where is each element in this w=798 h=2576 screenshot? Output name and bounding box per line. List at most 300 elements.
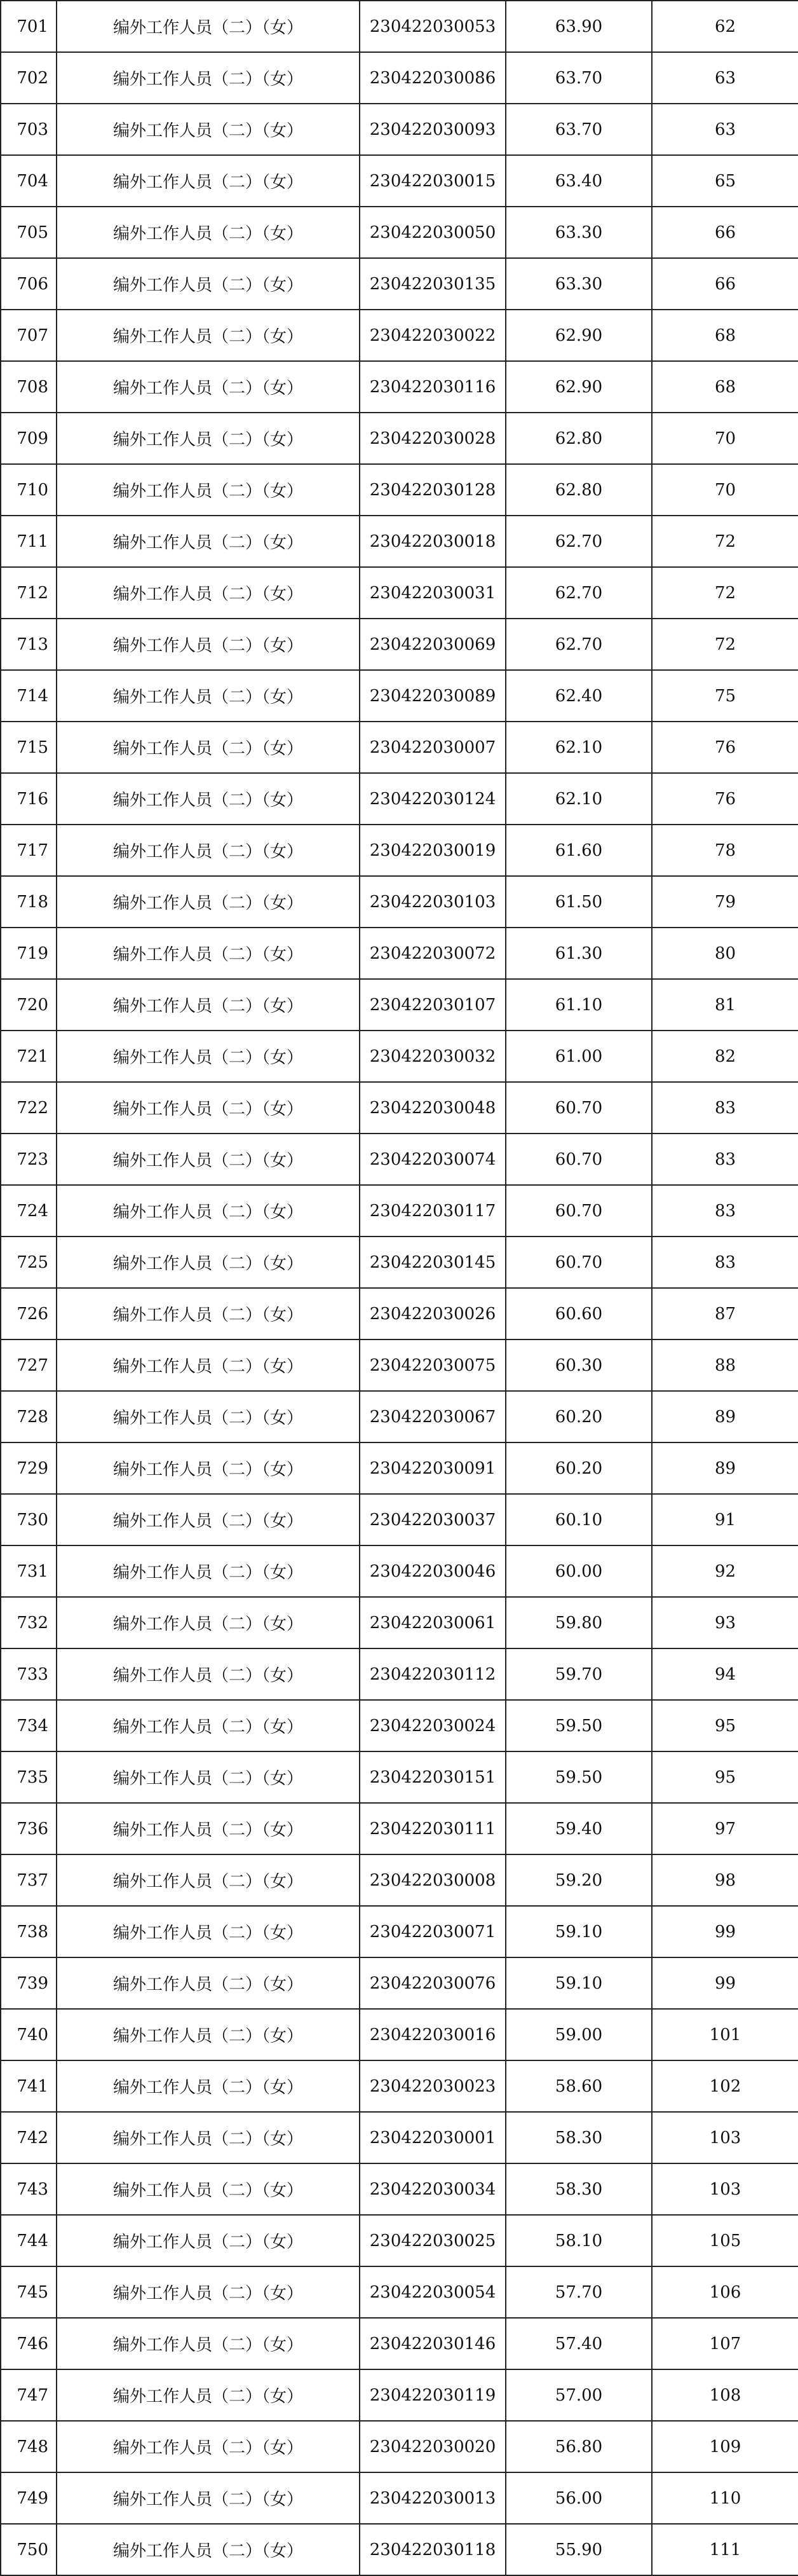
table-row <box>1 1494 798 1545</box>
rank-cell: 99 <box>652 1906 798 1957</box>
rank-cell: 65 <box>652 155 798 207</box>
rank-cell: 79 <box>652 876 798 928</box>
rank-cell: 102 <box>652 2060 798 2112</box>
score-cell: 57.40 <box>506 2318 652 2369</box>
score-cell: 58.60 <box>506 2060 652 2112</box>
rank-cell: 82 <box>652 1031 798 1082</box>
score-cell: 61.10 <box>506 979 652 1031</box>
rank-cell: 63 <box>652 52 798 104</box>
seq-cell: 725 <box>1 1237 57 1288</box>
exam-number-cell: 230422030076 <box>360 1957 506 2009</box>
position-cell: 编外工作人员（二）（女） <box>57 567 360 619</box>
rank-cell: 76 <box>652 722 798 773</box>
score-cell: 61.00 <box>506 1031 652 1082</box>
position-cell: 编外工作人员（二）（女） <box>57 2112 360 2163</box>
seq-cell: 735 <box>1 1751 57 1803</box>
seq-cell: 736 <box>1 1803 57 1854</box>
score-cell: 58.30 <box>506 2163 652 2215</box>
position-cell: 编外工作人员（二）（女） <box>57 2266 360 2318</box>
position-cell: 编外工作人员（二）（女） <box>57 464 360 516</box>
exam-number-cell: 230422030074 <box>360 1134 506 1185</box>
score-cell: 57.70 <box>506 2266 652 2318</box>
rank-cell: 91 <box>652 1494 798 1545</box>
seq-cell: 750 <box>1 2524 57 2575</box>
score-cell: 63.30 <box>506 258 652 310</box>
position-cell: 编外工作人员（二）（女） <box>57 1957 360 2009</box>
seq-cell: 731 <box>1 1545 57 1597</box>
rank-cell: 97 <box>652 1803 798 1854</box>
table-row <box>1 619 798 670</box>
score-cell: 59.50 <box>506 1751 652 1803</box>
rank-cell: 66 <box>652 207 798 258</box>
seq-cell: 743 <box>1 2163 57 2215</box>
rank-cell: 83 <box>652 1134 798 1185</box>
position-cell: 编外工作人员（二）（女） <box>57 310 360 361</box>
rank-cell: 76 <box>652 773 798 825</box>
rank-cell: 72 <box>652 619 798 670</box>
exam-number-cell: 230422030050 <box>360 207 506 258</box>
seq-cell: 707 <box>1 310 57 361</box>
score-cell: 60.70 <box>506 1134 652 1185</box>
score-cell: 63.30 <box>506 207 652 258</box>
seq-cell: 724 <box>1 1185 57 1237</box>
exam-number-cell: 230422030016 <box>360 2009 506 2060</box>
exam-number-cell: 230422030091 <box>360 1442 506 1494</box>
score-cell: 62.10 <box>506 773 652 825</box>
position-cell: 编外工作人员（二）（女） <box>57 876 360 928</box>
table-row <box>1 258 798 310</box>
position-cell: 编外工作人员（二）（女） <box>57 722 360 773</box>
table-row <box>1 2112 798 2163</box>
exam-number-cell: 230422030116 <box>360 361 506 413</box>
rank-cell: 110 <box>652 2472 798 2524</box>
table-row <box>1 361 798 413</box>
score-cell: 57.00 <box>506 2369 652 2421</box>
score-cell: 63.90 <box>506 1 652 52</box>
position-cell: 编外工作人员（二）（女） <box>57 1031 360 1082</box>
score-cell: 61.50 <box>506 876 652 928</box>
score-cell: 60.10 <box>506 1494 652 1545</box>
seq-cell: 709 <box>1 413 57 464</box>
exam-number-cell: 230422030124 <box>360 773 506 825</box>
rank-cell: 80 <box>652 928 798 979</box>
table-row <box>1 773 798 825</box>
rank-cell: 103 <box>652 2163 798 2215</box>
rank-cell: 83 <box>652 1185 798 1237</box>
seq-cell: 732 <box>1 1597 57 1648</box>
exam-number-cell: 230422030023 <box>360 2060 506 2112</box>
position-cell: 编外工作人员（二）（女） <box>57 1854 360 1906</box>
position-cell: 编外工作人员（二）（女） <box>57 1803 360 1854</box>
position-cell: 编外工作人员（二）（女） <box>57 1648 360 1700</box>
score-cell: 60.70 <box>506 1082 652 1134</box>
seq-cell: 742 <box>1 2112 57 2163</box>
exam-number-cell: 230422030093 <box>360 104 506 155</box>
rank-cell: 105 <box>652 2215 798 2266</box>
seq-cell: 740 <box>1 2009 57 2060</box>
table-row <box>1 567 798 619</box>
position-cell: 编外工作人员（二）（女） <box>57 516 360 567</box>
seq-cell: 715 <box>1 722 57 773</box>
table-row <box>1 1391 798 1442</box>
position-cell: 编外工作人员（二）（女） <box>57 155 360 207</box>
rank-cell: 95 <box>652 1751 798 1803</box>
position-cell: 编外工作人员（二）（女） <box>57 2215 360 2266</box>
exam-number-cell: 230422030128 <box>360 464 506 516</box>
seq-cell: 738 <box>1 1906 57 1957</box>
seq-cell: 734 <box>1 1700 57 1751</box>
seq-cell: 727 <box>1 1339 57 1391</box>
exam-number-cell: 230422030151 <box>360 1751 506 1803</box>
table-row <box>1 207 798 258</box>
rank-cell: 111 <box>652 2524 798 2575</box>
rank-cell: 94 <box>652 1648 798 1700</box>
score-cell: 60.00 <box>506 1545 652 1597</box>
position-cell: 编外工作人员（二）（女） <box>57 2524 360 2575</box>
position-cell: 编外工作人员（二）（女） <box>57 1442 360 1494</box>
position-cell: 编外工作人员（二）（女） <box>57 2369 360 2421</box>
seq-cell: 718 <box>1 876 57 928</box>
position-cell: 编外工作人员（二）（女） <box>57 1185 360 1237</box>
exam-number-cell: 230422030111 <box>360 1803 506 1854</box>
position-cell: 编外工作人员（二）（女） <box>57 1545 360 1597</box>
seq-cell: 704 <box>1 155 57 207</box>
position-cell: 编外工作人员（二）（女） <box>57 1494 360 1545</box>
position-cell: 编外工作人员（二）（女） <box>57 1237 360 1288</box>
exam-number-cell: 230422030054 <box>360 2266 506 2318</box>
rank-cell: 109 <box>652 2421 798 2472</box>
table-row <box>1 722 798 773</box>
seq-cell: 739 <box>1 1957 57 2009</box>
seq-cell: 708 <box>1 361 57 413</box>
rank-cell: 101 <box>652 2009 798 2060</box>
score-cell: 62.70 <box>506 619 652 670</box>
score-cell: 62.10 <box>506 722 652 773</box>
rank-cell: 66 <box>652 258 798 310</box>
seq-cell: 745 <box>1 2266 57 2318</box>
score-cell: 55.90 <box>506 2524 652 2575</box>
exam-number-cell: 230422030018 <box>360 516 506 567</box>
seq-cell: 729 <box>1 1442 57 1494</box>
table-row <box>1 1854 798 1906</box>
rank-cell: 75 <box>652 670 798 722</box>
seq-cell: 714 <box>1 670 57 722</box>
exam-number-cell: 230422030072 <box>360 928 506 979</box>
rank-cell: 68 <box>652 361 798 413</box>
score-cell: 62.70 <box>506 516 652 567</box>
exam-number-cell: 230422030053 <box>360 1 506 52</box>
position-cell: 编外工作人员（二）（女） <box>57 1700 360 1751</box>
table-row <box>1 1700 798 1751</box>
seq-cell: 722 <box>1 1082 57 1134</box>
seq-cell: 749 <box>1 2472 57 2524</box>
exam-number-cell: 230422030118 <box>360 2524 506 2575</box>
seq-cell: 741 <box>1 2060 57 2112</box>
exam-number-cell: 230422030024 <box>360 1700 506 1751</box>
score-cell: 63.40 <box>506 155 652 207</box>
table-row <box>1 464 798 516</box>
position-cell: 编外工作人员（二）（女） <box>57 2009 360 2060</box>
table-row <box>1 825 798 876</box>
score-cell: 62.40 <box>506 670 652 722</box>
table-row <box>1 1237 798 1288</box>
score-cell: 59.10 <box>506 1957 652 2009</box>
position-cell: 编外工作人员（二）（女） <box>57 1339 360 1391</box>
score-cell: 62.80 <box>506 413 652 464</box>
exam-number-cell: 230422030146 <box>360 2318 506 2369</box>
exam-number-cell: 230422030145 <box>360 1237 506 1288</box>
exam-number-cell: 230422030013 <box>360 2472 506 2524</box>
exam-number-cell: 230422030020 <box>360 2421 506 2472</box>
score-cell: 59.40 <box>506 1803 652 1854</box>
score-table-body <box>1 1 798 2575</box>
position-cell: 编外工作人员（二）（女） <box>57 1082 360 1134</box>
seq-cell: 711 <box>1 516 57 567</box>
rank-cell: 106 <box>652 2266 798 2318</box>
position-cell: 编外工作人员（二）（女） <box>57 825 360 876</box>
rank-cell: 108 <box>652 2369 798 2421</box>
position-cell: 编外工作人员（二）（女） <box>57 619 360 670</box>
rank-cell: 68 <box>652 310 798 361</box>
table-row <box>1 1031 798 1082</box>
position-cell: 编外工作人员（二）（女） <box>57 52 360 104</box>
exam-number-cell: 230422030061 <box>360 1597 506 1648</box>
rank-cell: 98 <box>652 1854 798 1906</box>
score-cell: 56.80 <box>506 2421 652 2472</box>
seq-cell: 733 <box>1 1648 57 1700</box>
position-cell: 编外工作人员（二）（女） <box>57 361 360 413</box>
table-row <box>1 413 798 464</box>
table-row <box>1 52 798 104</box>
table-row <box>1 104 798 155</box>
table-row <box>1 1597 798 1648</box>
score-cell: 63.70 <box>506 52 652 104</box>
table-row <box>1 2215 798 2266</box>
position-cell: 编外工作人员（二）（女） <box>57 2472 360 2524</box>
rank-cell: 83 <box>652 1237 798 1288</box>
seq-cell: 712 <box>1 567 57 619</box>
position-cell: 编外工作人员（二）（女） <box>57 1134 360 1185</box>
table-row <box>1 1288 798 1339</box>
score-cell: 56.00 <box>506 2472 652 2524</box>
seq-cell: 730 <box>1 1494 57 1545</box>
exam-number-cell: 230422030119 <box>360 2369 506 2421</box>
seq-cell: 719 <box>1 928 57 979</box>
seq-cell: 706 <box>1 258 57 310</box>
table-row <box>1 1134 798 1185</box>
rank-cell: 89 <box>652 1442 798 1494</box>
position-cell: 编外工作人员（二）（女） <box>57 773 360 825</box>
seq-cell: 710 <box>1 464 57 516</box>
position-cell: 编外工作人员（二）（女） <box>57 1288 360 1339</box>
position-cell: 编外工作人员（二）（女） <box>57 2318 360 2369</box>
table-row <box>1 1906 798 1957</box>
position-cell: 编外工作人员（二）（女） <box>57 670 360 722</box>
table-row <box>1 2266 798 2318</box>
exam-number-cell: 230422030117 <box>360 1185 506 1237</box>
score-cell: 60.70 <box>506 1185 652 1237</box>
rank-cell: 72 <box>652 567 798 619</box>
score-cell: 59.50 <box>506 1700 652 1751</box>
rank-cell: 99 <box>652 1957 798 2009</box>
score-cell: 60.20 <box>506 1391 652 1442</box>
table-row <box>1 1442 798 1494</box>
position-cell: 编外工作人员（二）（女） <box>57 2163 360 2215</box>
seq-cell: 737 <box>1 1854 57 1906</box>
exam-number-cell: 230422030025 <box>360 2215 506 2266</box>
exam-number-cell: 230422030048 <box>360 1082 506 1134</box>
table-row <box>1 928 798 979</box>
exam-number-cell: 230422030008 <box>360 1854 506 1906</box>
exam-number-cell: 230422030071 <box>360 1906 506 1957</box>
table-row <box>1 2524 798 2575</box>
table-row <box>1 1803 798 1854</box>
rank-cell: 89 <box>652 1391 798 1442</box>
seq-cell: 721 <box>1 1031 57 1082</box>
position-cell: 编外工作人员（二）（女） <box>57 1391 360 1442</box>
position-cell: 编外工作人员（二）（女） <box>57 1751 360 1803</box>
seq-cell: 728 <box>1 1391 57 1442</box>
exam-number-cell: 230422030046 <box>360 1545 506 1597</box>
rank-cell: 93 <box>652 1597 798 1648</box>
position-cell: 编外工作人员（二）（女） <box>57 2421 360 2472</box>
exam-number-cell: 230422030112 <box>360 1648 506 1700</box>
rank-cell: 72 <box>652 516 798 567</box>
rank-cell: 78 <box>652 825 798 876</box>
position-cell: 编外工作人员（二）（女） <box>57 258 360 310</box>
exam-number-cell: 230422030089 <box>360 670 506 722</box>
exam-number-cell: 230422030067 <box>360 1391 506 1442</box>
table-row <box>1 155 798 207</box>
table-row <box>1 2472 798 2524</box>
table-row <box>1 1339 798 1391</box>
table-row <box>1 2060 798 2112</box>
seq-cell: 723 <box>1 1134 57 1185</box>
score-cell: 60.60 <box>506 1288 652 1339</box>
table-row <box>1 1648 798 1700</box>
exam-number-cell: 230422030001 <box>360 2112 506 2163</box>
exam-number-cell: 230422030103 <box>360 876 506 928</box>
exam-number-cell: 230422030034 <box>360 2163 506 2215</box>
table-row <box>1 670 798 722</box>
score-cell: 63.70 <box>506 104 652 155</box>
score-cell: 60.20 <box>506 1442 652 1494</box>
position-cell: 编外工作人员（二）（女） <box>57 1906 360 1957</box>
exam-number-cell: 230422030007 <box>360 722 506 773</box>
score-cell: 61.60 <box>506 825 652 876</box>
table-row <box>1 2009 798 2060</box>
seq-cell: 703 <box>1 104 57 155</box>
position-cell: 编外工作人员（二）（女） <box>57 413 360 464</box>
exam-number-cell: 230422030022 <box>360 310 506 361</box>
rank-cell: 62 <box>652 1 798 52</box>
table-row <box>1 2163 798 2215</box>
seq-cell: 705 <box>1 207 57 258</box>
seq-cell: 701 <box>1 1 57 52</box>
table-row <box>1 2369 798 2421</box>
score-cell: 58.10 <box>506 2215 652 2266</box>
position-cell: 编外工作人员（二）（女） <box>57 928 360 979</box>
table-row <box>1 1185 798 1237</box>
table-row <box>1 1545 798 1597</box>
seq-cell: 746 <box>1 2318 57 2369</box>
rank-cell: 88 <box>652 1339 798 1391</box>
score-cell: 59.10 <box>506 1906 652 1957</box>
exam-number-cell: 230422030015 <box>360 155 506 207</box>
position-cell: 编外工作人员（二）（女） <box>57 1 360 52</box>
rank-cell: 70 <box>652 413 798 464</box>
score-cell: 59.80 <box>506 1597 652 1648</box>
seq-cell: 744 <box>1 2215 57 2266</box>
seq-cell: 747 <box>1 2369 57 2421</box>
exam-number-cell: 230422030107 <box>360 979 506 1031</box>
score-cell: 60.70 <box>506 1237 652 1288</box>
score-cell: 59.00 <box>506 2009 652 2060</box>
rank-cell: 63 <box>652 104 798 155</box>
rank-cell: 81 <box>652 979 798 1031</box>
score-cell: 62.80 <box>506 464 652 516</box>
rank-cell: 83 <box>652 1082 798 1134</box>
table-row <box>1 1957 798 2009</box>
score-cell: 59.20 <box>506 1854 652 1906</box>
rank-cell: 103 <box>652 2112 798 2163</box>
seq-cell: 748 <box>1 2421 57 2472</box>
exam-number-cell: 230422030135 <box>360 258 506 310</box>
rank-cell: 92 <box>652 1545 798 1597</box>
exam-number-cell: 230422030028 <box>360 413 506 464</box>
score-cell: 62.90 <box>506 361 652 413</box>
seq-cell: 713 <box>1 619 57 670</box>
score-cell: 61.30 <box>506 928 652 979</box>
position-cell: 编外工作人员（二）（女） <box>57 1597 360 1648</box>
table-row <box>1 2318 798 2369</box>
position-cell: 编外工作人员（二）（女） <box>57 207 360 258</box>
exam-number-cell: 230422030031 <box>360 567 506 619</box>
table-row <box>1 876 798 928</box>
exam-number-cell: 230422030086 <box>360 52 506 104</box>
seq-cell: 717 <box>1 825 57 876</box>
rank-cell: 87 <box>652 1288 798 1339</box>
exam-number-cell: 230422030026 <box>360 1288 506 1339</box>
score-cell: 62.70 <box>506 567 652 619</box>
exam-number-cell: 230422030019 <box>360 825 506 876</box>
exam-number-cell: 230422030075 <box>360 1339 506 1391</box>
exam-number-cell: 230422030032 <box>360 1031 506 1082</box>
rank-cell: 107 <box>652 2318 798 2369</box>
position-cell: 编外工作人员（二）（女） <box>57 979 360 1031</box>
score-cell: 58.30 <box>506 2112 652 2163</box>
seq-cell: 716 <box>1 773 57 825</box>
score-cell: 62.90 <box>506 310 652 361</box>
exam-number-cell: 230422030069 <box>360 619 506 670</box>
seq-cell: 720 <box>1 979 57 1031</box>
table-row <box>1 1082 798 1134</box>
table-row <box>1 516 798 567</box>
table-row <box>1 1 798 52</box>
table-row <box>1 310 798 361</box>
score-cell: 60.30 <box>506 1339 652 1391</box>
seq-cell: 702 <box>1 52 57 104</box>
score-cell: 59.70 <box>506 1648 652 1700</box>
rank-cell: 95 <box>652 1700 798 1751</box>
position-cell: 编外工作人员（二）（女） <box>57 104 360 155</box>
seq-cell: 726 <box>1 1288 57 1339</box>
table-row <box>1 1751 798 1803</box>
exam-number-cell: 230422030037 <box>360 1494 506 1545</box>
rank-cell: 70 <box>652 464 798 516</box>
table-row <box>1 979 798 1031</box>
position-cell: 编外工作人员（二）（女） <box>57 2060 360 2112</box>
